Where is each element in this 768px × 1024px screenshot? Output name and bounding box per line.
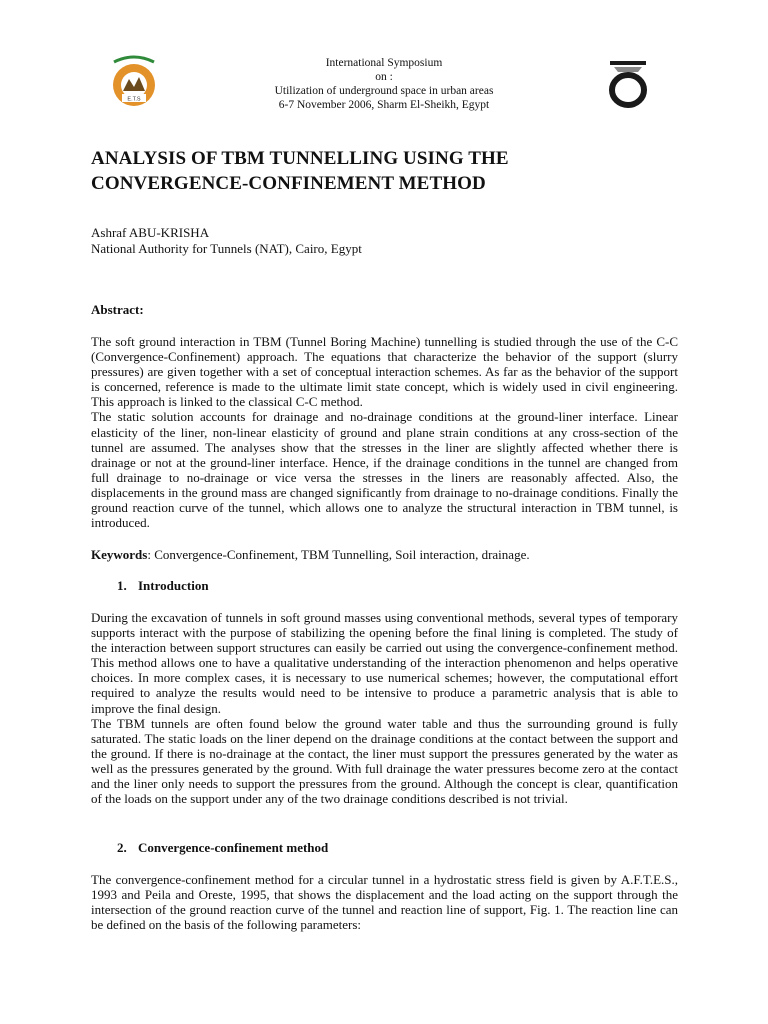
symposium-logo xyxy=(106,54,162,110)
keywords xyxy=(91,547,678,562)
abstract-heading: Abstract: xyxy=(91,302,144,317)
author-affiliation: National Authority for Tunnels (NAT), Cairo, Egypt xyxy=(91,241,362,256)
conference-line: Utilization of underground space in urban areas xyxy=(274,85,494,97)
body-paragraph: During the excavation of tunnels in soft ground masses using conventional methods, several types of temporary supports interact with the purpose of stabilizing the opening before the final lining is completed. The study of the interaction between support structures can easily be carried out using the convergence-confinement method. This method allows one to have a qualitative understanding of the interaction phenomenon and helps operative choices. In more complex cases, it is necessary to use numerical schemes; however, the computational effort required to analyze the results would need to be intensive to produce a parametric analysis that is able to improve the final design. xyxy=(91,610,678,716)
author-name: Ashraf ABU-KRISHA xyxy=(91,225,210,240)
conference-line: 6-7 November 2006, Sharm El-Sheikh, Egypt xyxy=(278,99,490,111)
section-heading-introduction: 1. Introduction xyxy=(117,578,209,593)
abstract-body xyxy=(91,334,678,530)
introduction-body xyxy=(91,610,678,806)
body-paragraph: The TBM tunnels are often found below the ground water table and thus the surrounding ground is fully saturated. The static loads on the liner depend on the drainage conditions at the contact between the support and the ground. If there is no-drainage at the contact, the liner must support the pressures generated by the water as well as the pressures generated by the ground. With full drainage the water pressures become zero at the contact and the liner only needs to support the pressures from the ground. Although the concept is clear, quantification of the loads on the support under any of the two drainage conditions described is not trivial. xyxy=(91,715,678,807)
author-block xyxy=(91,225,362,257)
keywords-text: : Convergence-Confinement, TBM Tunnelling, Soil interaction, drainage. xyxy=(147,547,530,562)
section2-body xyxy=(91,872,678,932)
conference-line: International Symposium xyxy=(325,57,443,69)
svg-text:E.T.S: E.T.S xyxy=(127,96,141,103)
organization-logo xyxy=(604,60,652,108)
conference-line: on : xyxy=(375,71,393,83)
conference-header xyxy=(230,56,538,112)
abstract-paragraph: The static solution accounts for drainage and no-drainage conditions at the ground-liner interface. Linear elasticity of the liner, non-linear elasticity of ground and plane strain conditions at any cross-section of the tunnel are assumed. The analyses show that the stresses in the liner are slightly affected whether there is drainage or not at the ground-liner interface. Hence, if the drainage conditions in the tunnel are changed from full drainage to no-drainage or vice versa the stresses in the liners are reasonably affected. Also, the displacements in the ground mass are changed significantly from drainage to no-drainage conditions. Finally the ground reaction curve of the tunnel, which allows one to analyze the structural interaction in TBM tunnel, is introduced. xyxy=(91,409,678,531)
section-heading-convergence-confinement: 2. Convergence-confinement method xyxy=(117,840,329,855)
paper-title: ANALYSIS OF TBM TUNNELLING USING THE CONVERGENCE-CONFINEMENT METHOD xyxy=(91,148,509,194)
abstract-paragraph: The soft ground interaction in TBM (Tunnel Boring Machine) tunnelling is studied through the use of the C-C (Convergence-Confinement) approach. The equations that characterize the behavior of the support (slurry pressures) are given together with a set of conceptual interaction schemes. As far as the behavior of the support is concerned, reference is made to the ultimate limit state concept, which is widely used in civil engineering. This approach is linked to the classical C-C method. xyxy=(91,334,678,410)
keywords-label: Keywords xyxy=(91,547,148,562)
body-paragraph: The convergence-confinement method for a circular tunnel in a hydrostatic stress field is given by A.F.T.E.S., 1993 and Peila and Oreste, 1995, that shows the displacement and the load acting on the support through the intersection of the ground reaction curve of the tunnel and reaction line of support, Fig. 1. The reaction line can be defined on the basis of the following parameters: xyxy=(91,872,678,933)
